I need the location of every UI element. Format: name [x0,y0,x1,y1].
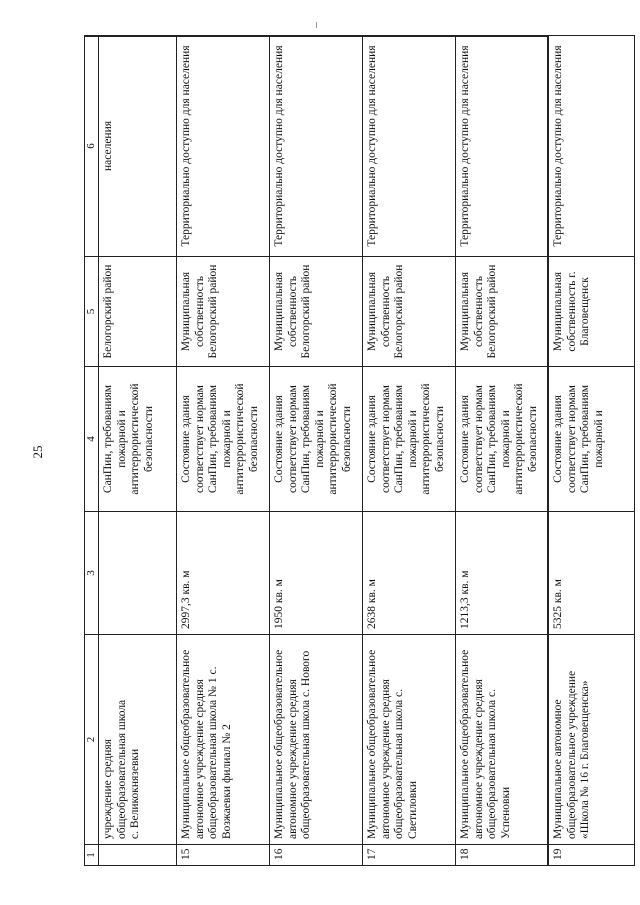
ownership: Муниципальная собственность Белогорский район [269,257,362,367]
accessibility: Территориально доступно для населения [362,36,455,257]
institution-name: Муниципальное общеобразовательное автономное учреждение средняя общеобразовательная школа с. Успеновки [455,635,548,845]
accessibility: Территориально доступно для населения [455,36,548,257]
ownership: Муниципальная собственность г. Благовещенск [548,257,634,367]
accessibility: Территориально доступно для населения [176,36,269,257]
header-cell-access: 6 [85,36,99,257]
ownership: Муниципальная собственность Белогорский район [455,257,548,367]
building-area: 1950 кв. м [269,512,362,635]
building-state: Состояние здания соответствует нормам СанПин, требованиям пожарной и антитеррористической безопасности [269,367,362,512]
scan-mark [316,22,317,28]
accessibility: Территориально доступно для населения [269,36,362,257]
rotated-table-container [84,36,605,866]
building-area: 2638 кв. м [362,512,455,635]
institution-name: Муниципальное автономное общеобразовательное учреждение «Школа № 16 г. Благовещенска» [548,635,634,845]
building-state: Состояние здания соответствует нормам СанПин, требованиям пожарной и антитеррористической безопасности [362,367,455,512]
table-row [176,36,269,866]
ownership: Белогорский район [98,257,176,367]
accessibility: Территориально доступно для населения [548,36,634,257]
facilities-table [84,35,635,866]
table-row [548,36,634,866]
row-number: 17 [362,845,455,866]
header-cell-state: 4 [85,367,99,512]
row-number: 16 [269,845,362,866]
row-number: 18 [455,845,548,866]
institution-name: учреждение средняя общеобразовательная школа с. Великокнязевки [98,635,176,845]
table-row [455,36,548,866]
facilities-table-frame [84,36,605,866]
table-row [98,36,176,866]
row-number: 15 [176,845,269,866]
building-area [98,512,176,635]
table-row [269,36,362,866]
header-cell-num: 1 [85,845,99,866]
institution-name: Муниципальное общеобразовательное автономное учреждение средняя общеобразовательная школа с. Нового [269,635,362,845]
ownership: Муниципальная собственность Белогорский район [176,257,269,367]
building-state: СанПин, требованиям пожарной и антитеррористической безопасности [98,367,176,512]
row-number: 19 [548,845,634,866]
building-state: Состояние здания соответствует нормам СанПин, требованиям пожарной и антитеррористической безопасности [176,367,269,512]
header-cell-ownership: 5 [85,257,99,367]
ownership: Муниципальная собственность Белогорский район [362,257,455,367]
institution-name: Муниципальное общеобразовательное автономное учреждение средняя общеобразовательная школа с. Светиловки [362,635,455,845]
building-area: 5325 кв. м [548,512,634,635]
accessibility: населения [98,36,176,257]
building-state: Состояние здания соответствует нормам СанПин, требованиям пожарной и антитеррористической безопасности [455,367,548,512]
page-number: 25 [30,445,45,459]
header-cell-area: 3 [85,512,99,635]
header-row [85,36,99,866]
header-cell-name: 2 [85,635,99,845]
building-area: 1213,3 кв. м [455,512,548,635]
table-row [362,36,455,866]
building-state: Состояние здания соответствует нормам СанПин, требованиям пожарной и [548,367,634,512]
row-number [98,845,176,866]
institution-name: Муниципальное общеобразовательное автономное учреждение средняя общеобразовательная школа № 1 с. Возжаевки филиал № 2 [176,635,269,845]
building-area: 2997,3 кв. м [176,512,269,635]
